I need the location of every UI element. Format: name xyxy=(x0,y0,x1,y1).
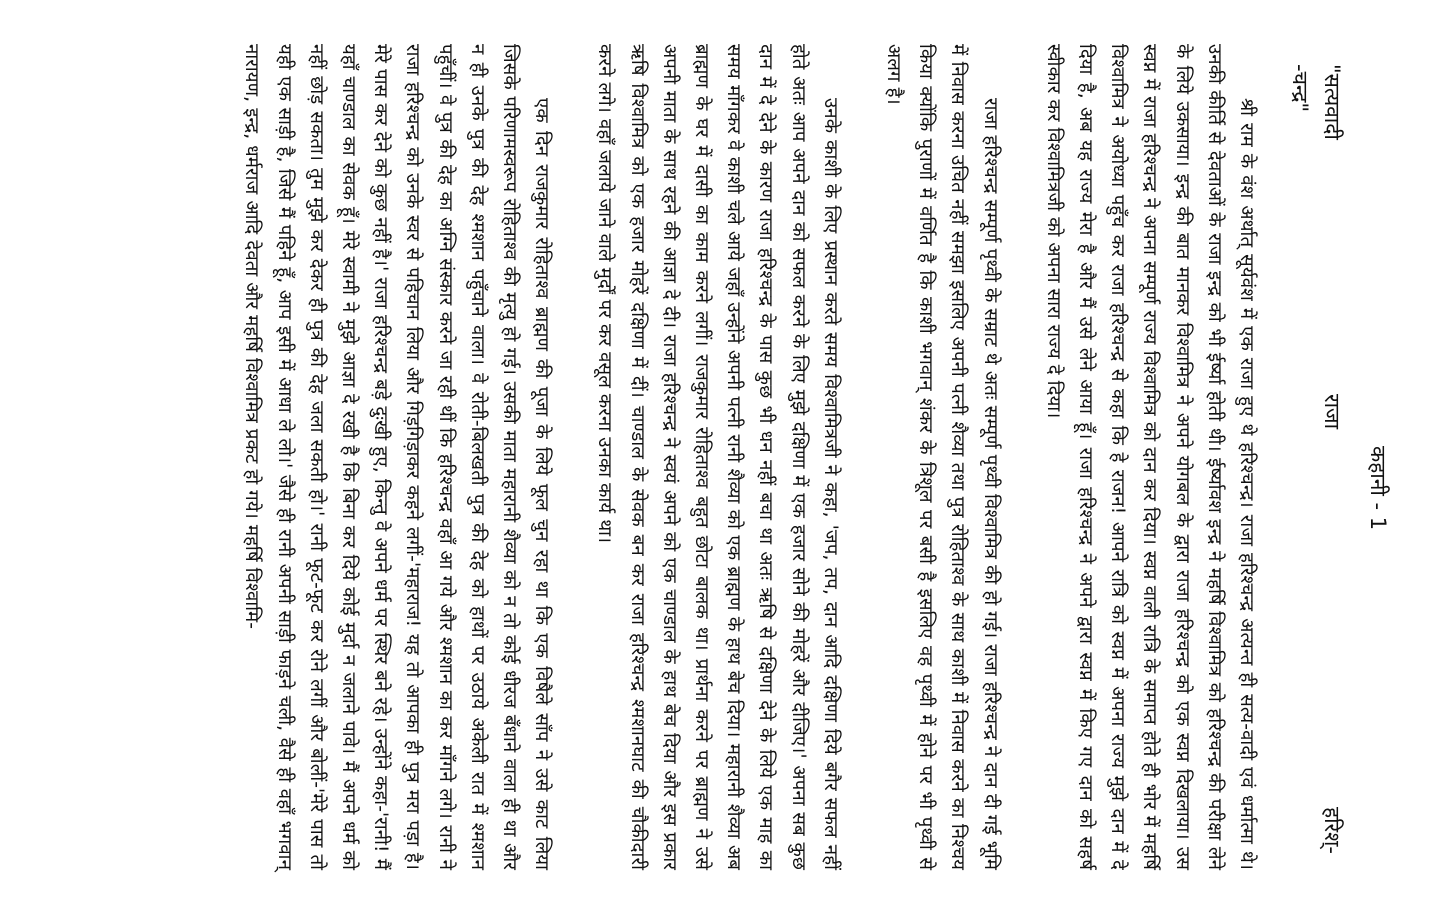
story-title-word-4: -चन्द्र" xyxy=(1288,64,1312,113)
story-title-word-3: हरिश्- xyxy=(1320,806,1344,854)
paragraph-4: एक दिन राजकुमार रोहिताश्व ब्राह्मण की पूजा के लिये फूल चुन रहा था कि एक विषैले साँप ने उसे काट लिया जिसके परिणामस्वरूप रोहिताश्व की मृत्यु हो गई। उसकी माता महारानी शैव्या को न तो कोई धीरज बँधाने वाला ही था और न ही उनके पुत्र की देह श्मशान पहुँचाने वाला। वे रोती-बिलखती पुत्र की देह को हाथों पर उठाये अकेली रात में श्मशान पहुँचीं। वे पुत्र की देह का अग्नि संस्कार करने जा रही थीं कि हरिश्चन्द्र वहाँ आ गये और श्मशान का कर माँगने लगे। रानी ने राजा हरिश्चन्द्र को उनके स्वर से पहिचान लिया और गिड़गिड़ाकर कहने लगीं-'महाराज! यह तो आपका ही पुत्र मरा पड़ा है। मेरे पास कर देने को कुछ नहीं है।' राजा हरिश्चन्द्र बड़े दुःखी हुए, किन्तु वे अपने धर्म पर स्थिर बने रहे। उन्होंने कहा-'रानी! मैं यहाँ चाण्डाल का सेवक हूँ। मेरे स्वामी ने मुझे आज्ञा दे रखी है कि बिना कर दिये कोई मुर्दा न जलाने पावे। मैं अपने धर्म को नहीं छोड़ सकता। तुम मुझे कर देकर ही पुत्र की देह जला सकती हो।' रानी फूट-फूट कर रोने लगीं और बोलीं-'मेरे पास तो यही एक साड़ी है, जिसे मैं पहिने हूँ, आप इसी में आधा ले लो।' जैसे ही रानी अपनी साड़ी फाड़ने चली, वैसे ही वहाँ भगवान् नारायण, इन्द्र, धर्मराज आदि देवता और महर्षि विश्वामित्र प्रकट हो गये। महर्षि विश्वामि- xyxy=(241,44,553,870)
paragraph-1: श्री राम के वंश अर्थात् सूर्यवंश में एक राजा हुए थे हरिश्चन्द्र। राजा हरिश्चन्द्र अत्यन्त ही सत्य-वादी एवं धर्मात्मा थे। उनकी कीर्ति से देवताओं के राजा इन्द्र को भी ईर्ष्या होती थी। ईर्ष्यावश इन्द्र ने महर्षि विश्वामित्र को हरिश्चन्द्र की परीक्षा लेने के लिये उकसाया। इन्द्र की बात मानकर विश्वामित्र ने अपने योगबल के द्वारा राजा हरिश्चन्द्र को एक स्वप्न दिखलाया। उस स्वप्न में राजा हरिश्चन्द्र ने अपना सम्पूर्ण राज्य विश्वामित्र को दान कर दिया। स्वप्न वाली रात्रि के समाप्त होते ही भोर में महर्षि विश्वामित्र ने अयोध्या पहुँच कर राजा हरिश्चन्द्र से कहा कि हे राजन! आपने रात्रि को स्वप्न में अपना राज्य मुझे दान में दे दिया है, अब यह राज्य मेरा है और मैं उसे लेने आया हूँ। राजा हरिश्चन्द्र ने अपने द्वारा स्वप्न में किए गए दान को सहर्ष स्वीकार कर विश्वामित्रजी को अपना सारा राज्य दे दिया। xyxy=(1042,44,1257,870)
paragraph-2: राजा हरिश्चन्द्र सम्पूर्ण पृथ्वी के सम्राट थे अतः सम्पूर्ण पृथ्वी विश्वामित्र की हो गई। राजा हरिश्चन्द्र ने दान दी गई भूमि में निवास करना उचित नहीं समझा इसलिए अपनी पत्नी शैव्या तथा पुत्र रोहिताश्व के साथ काशी में निवास करने का निश्चय किया क्योंकि पुराणों में वर्णित है कि काशी भगवान् शंकर के त्रिशूल पर बसी है इसलिए वह पृथ्वी में होने पर भी पृथ्वी से अलग है। xyxy=(882,44,1001,870)
header-area xyxy=(1262,44,1412,870)
paragraph-3: उनके काशी के लिए प्रस्थान करते समय विश्वामित्रजी ने कहा, 'जप, तप, दान आदि दक्षिणा दिये बगैर सफल नहीं होते अतः आप अपने दान को सफल करने के लिए मुझे दक्षिणा में एक हजार सोने की मोहरें और दीजिए।' अपना सब कुछ दान में दे देने के कारण राजा हरिश्चन्द्र के पास कुछ भी धन नहीं बचा था अतः ऋषि से दक्षिणा देने के लिये एक माह का समय माँगकर वे काशी चले आये जहाँ उन्होंने अपनी पत्नी रानी शैव्या को एक ब्राह्मण के हाथ बेच दिया। महारानी शैव्या अब ब्राह्मण के घर में दासी का काम करने लगीं। राजकुमार रोहिताश्व बहुत छोटा बालक था। प्रार्थना करने पर ब्राह्मण ने उसे अपनी माता के साथ रहने की आज्ञा दे दी। राजा हरिश्चन्द्र ने स्वयं अपने को एक चाण्डाल के हाथ बेच दिया और इस प्रकार ऋषि विश्वामित्र को एक हजार मोहरें दक्षिणा में दीं। चाण्डाल के सेवक बन कर राजा हरिश्चन्द्र श्मशानघाट की चौकीदारी करने लगे। वहाँ जलाये जाने वाले मुर्दों पर कर वसूल करना उनका कार्य था। xyxy=(594,44,841,870)
story-title-word-1: "सत्यवादी xyxy=(1320,64,1344,140)
story-title-word-2: राजा xyxy=(1320,394,1344,430)
chapter-heading: कहानी - 1 xyxy=(1366,446,1390,531)
